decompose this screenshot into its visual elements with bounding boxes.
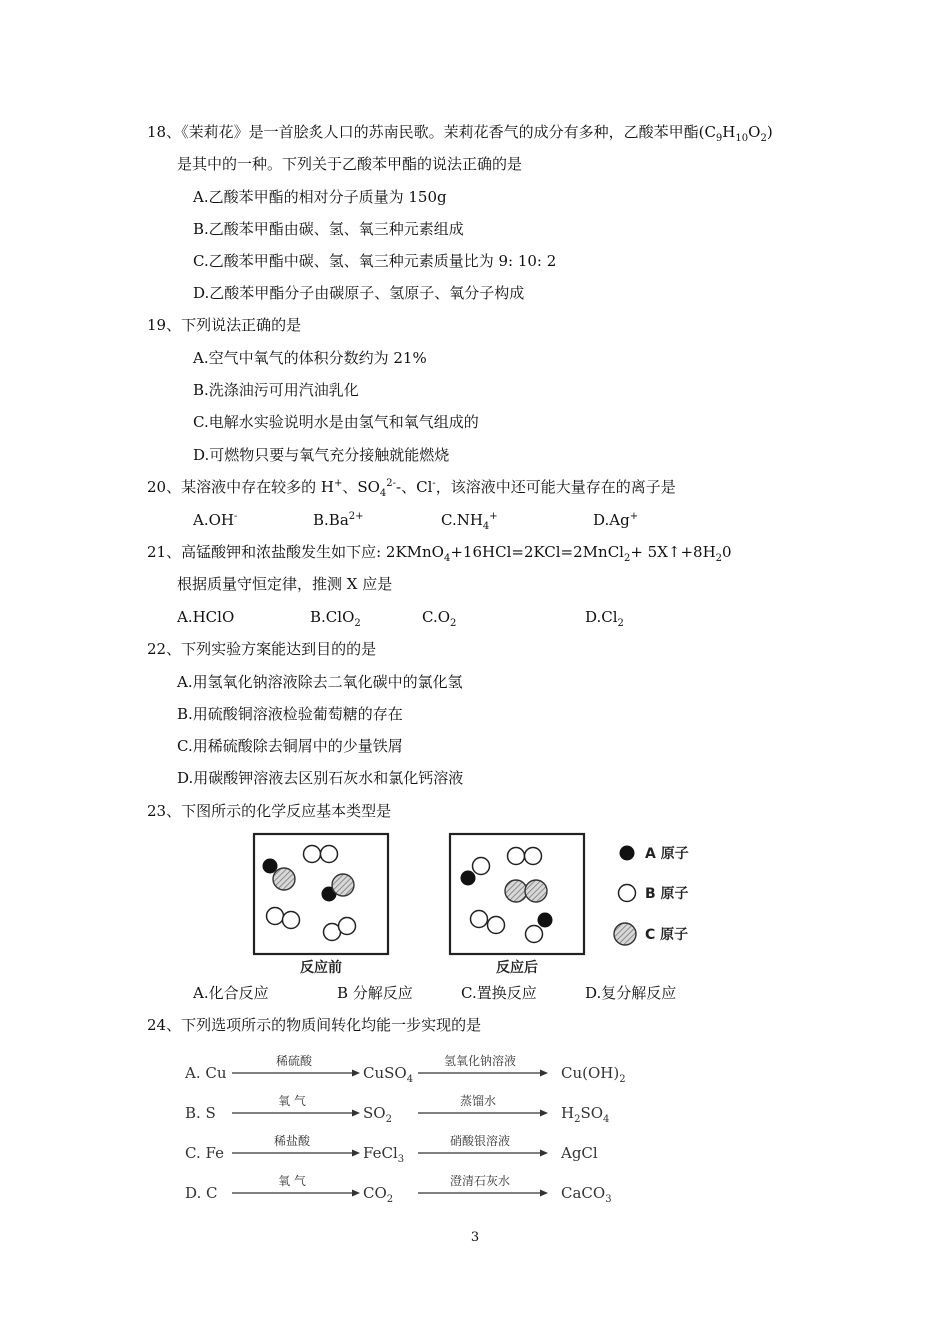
conversion-row-c (185, 1133, 598, 1165)
reagent-1: 稀盐酸 (273, 1134, 311, 1148)
q21-stem: 21、高锰酸钾和浓盐酸发生如下应: 2KMnO$_4$+16HCl=2KCl=2MnCl$_2$+ $5X↑+8H_20$ (147, 543, 732, 564)
svg-text:SO2: $SO_2$ (363, 1104, 392, 1125)
atom-b (267, 908, 284, 925)
svg-text:Cu(OH)2: $Cu(OH)_2$ (561, 1064, 626, 1085)
conversion-chart (180, 1046, 660, 1206)
atom-b (283, 912, 300, 929)
svg-text:CuSO4: CuSO$_4$ (363, 1064, 414, 1085)
atom-a (538, 913, 553, 928)
q19-option-c[interactable]: C.电解水实验说明水是由氢气和氧气组成的 (193, 413, 479, 431)
q23-option-c[interactable]: C.置换反应 (461, 984, 537, 1002)
svg-text:AgCl: AgCl (561, 1144, 598, 1162)
reagent-1: 氧 气 (278, 1094, 306, 1108)
reagent-2: 澄清石灰水 (449, 1174, 511, 1188)
q22-option-d[interactable]: D.用碳酸钾溶液去区别石灰水和氯化钙溶液 (177, 769, 464, 787)
legend-a-label: A 原子 (645, 846, 689, 862)
after-label: 反应后 (496, 960, 538, 976)
atom-c (273, 868, 295, 890)
q21-option-d[interactable]: $D.Cl_2$ (585, 608, 624, 629)
atom-c (525, 880, 547, 902)
q19-stem: 19、下列说法正确的是 (147, 316, 302, 334)
q20-option-a[interactable]: A.OH- (193, 511, 238, 529)
atom-b (339, 918, 356, 935)
q22-option-b[interactable]: B.用硫酸铜溶液检验葡萄糖的存在 (177, 705, 403, 723)
q18-option-d[interactable]: D.乙酸苯甲酯分子由碳原子、氢原子、氧分子构成 (193, 284, 525, 302)
legend-c-label: C 原子 (645, 927, 689, 943)
q19-option-d[interactable]: D.可燃物只要与氧气充分接触就能燃烧 (193, 446, 450, 464)
conversion-row-a (184, 1053, 626, 1085)
reagent-2: 硝酸银溶液 (449, 1134, 511, 1148)
atom-b (473, 858, 490, 875)
row-start: C. Fe (185, 1144, 224, 1162)
q18-option-a[interactable]: A.乙酸苯甲酯的相对分子质量为 150g (193, 188, 447, 206)
atom-c (332, 874, 354, 896)
q23-option-d[interactable]: D.复分解反应 (585, 984, 677, 1002)
legend-a-icon (620, 846, 635, 861)
q21-option-b[interactable]: B.ClO$_2$ (310, 608, 361, 629)
legend-b-label: B 原子 (645, 886, 689, 902)
legend-b-icon (619, 885, 636, 902)
reaction-diagram (240, 830, 710, 980)
q23-stem: 23、下图所示的化学反应基本类型是 (147, 802, 392, 820)
q21-option-c[interactable]: $C.O_2$ (422, 608, 457, 629)
svg-text:CaCO3: CaCO$_3$ (561, 1184, 612, 1205)
q21-option-a[interactable]: A.HClO (177, 608, 235, 626)
row-start: B. S (185, 1104, 216, 1122)
q19-option-a[interactable]: A.空气中氧气的体积分数约为 21% (193, 349, 427, 367)
q24-stem: 24、下列选项所示的物质间转化均能一步实现的是 (147, 1016, 482, 1034)
svg-text:CO2: $CO_2$ (363, 1184, 394, 1205)
svg-text:FeCl3: FeCl$_3$ (363, 1144, 405, 1165)
q20-stem: 20、某溶液中存在较多的 H+、$SO_4^{2-}-$、Cl-，该溶液中还可能大量存在的离子是 (147, 478, 676, 499)
atom-b (304, 846, 321, 863)
q18-stem-line2: 是其中的一种。下列关于乙酸苯甲酯的说法正确的是 (177, 155, 523, 173)
atom-a (461, 871, 476, 886)
page-number: 3 (470, 1230, 480, 1245)
q20-option-c[interactable]: $C.NH_4^+$ (441, 511, 498, 532)
legend-c-icon (614, 923, 636, 945)
q20-option-d[interactable]: D.Ag+ (593, 511, 639, 529)
reagent-2: 蒸馏水 (459, 1094, 497, 1108)
reagent-2: 氢氧化钠溶液 (443, 1054, 517, 1068)
q18-option-b[interactable]: B.乙酸苯甲酯由碳、氢、氧三种元素组成 (193, 220, 464, 238)
conversion-row-b (185, 1093, 609, 1125)
q18-stem: 18、《茉莉花》是一首脍炙人口的苏南民歌。茉莉花香气的成分有多种，乙酸苯甲酯$(C_9H_{10}O_2)$ (147, 123, 773, 144)
before-label: 反应前 (300, 960, 342, 976)
q22-option-a[interactable]: A.用氢氧化钠溶液除去二氧化碳中的氯化氢 (177, 673, 463, 691)
reagent-1: 氧 气 (278, 1174, 306, 1188)
q18-option-c[interactable]: C.乙酸苯甲酯中碳、氢、氧三种元素质量比为 9: 10: 2 (193, 252, 557, 270)
atom-b (488, 917, 505, 934)
q20-option-b[interactable]: $B.Ba^{2+}$ (313, 511, 364, 529)
conversion-row-d (185, 1173, 612, 1205)
q19-option-b[interactable]: B.洗涤油污可用汽油乳化 (193, 381, 359, 399)
atom-b (321, 846, 338, 863)
atom-b (525, 848, 542, 865)
atom-b (471, 911, 488, 928)
q21-stem-line2: 根据质量守恒定律，推测 X 应是 (177, 575, 393, 593)
row-start: A. Cu (185, 1064, 227, 1082)
q22-option-c[interactable]: C.用稀硫酸除去铜屑中的少量铁屑 (177, 737, 403, 755)
reagent-1: 稀硫酸 (275, 1054, 313, 1068)
atom-b (526, 926, 543, 943)
atom-c (505, 880, 527, 902)
q22-stem: 22、下列实验方案能达到目的的是 (147, 640, 377, 658)
q23-option-a[interactable]: A.化合反应 (193, 984, 269, 1002)
q23-option-b[interactable]: B 分解反应 (337, 984, 413, 1002)
atom-b (508, 848, 525, 865)
svg-text:H2SO4: $H_2SO_4$ (561, 1104, 610, 1125)
row-start: D. C (185, 1184, 218, 1202)
